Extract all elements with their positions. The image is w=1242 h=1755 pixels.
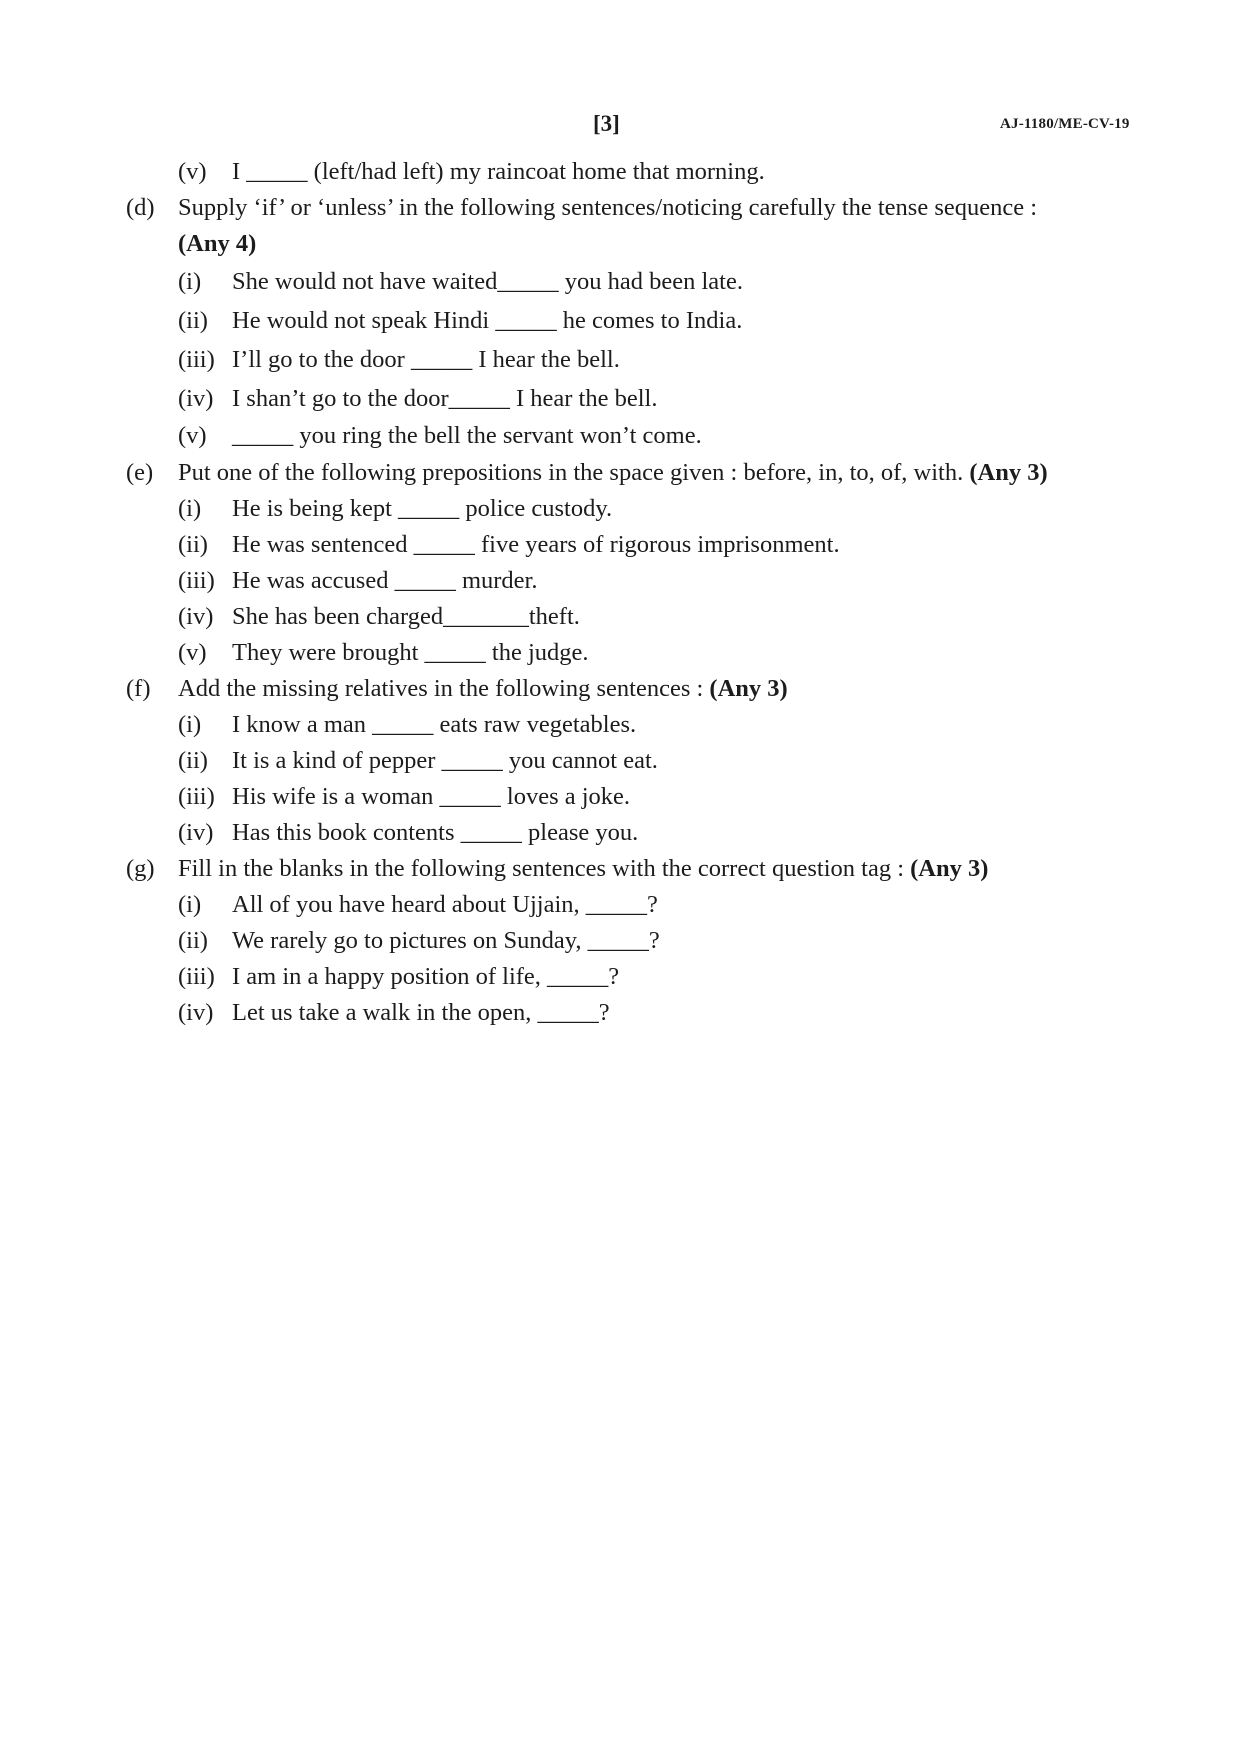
item-label: (iii) <box>178 346 215 373</box>
section-label-g: (g) <box>126 855 155 882</box>
item-label: (i) <box>178 711 202 738</box>
section-instruction-e <box>178 461 1048 486</box>
item-label: (ii) <box>178 747 208 774</box>
item-text: Has this book contents _____ please you. <box>232 819 639 846</box>
item-text: I shan’t go to the door_____ I hear the bell. <box>232 385 658 412</box>
item-label: (v) <box>178 158 207 185</box>
item-text: I _____ (left/had left) my raincoat home that morning. <box>232 158 765 185</box>
instruction-text: Add the missing relatives in the following sentences : <box>178 675 704 702</box>
item-label: (iv) <box>178 385 214 412</box>
item-text: He was accused _____ murder. <box>232 567 538 594</box>
page-number: [3] <box>593 111 620 136</box>
item-text: I know a man _____ eats raw vegetables. <box>232 711 637 738</box>
section-any-d: (Any 4) <box>178 230 257 257</box>
item-label: (iv) <box>178 999 214 1026</box>
item-text: We rarely go to pictures on Sunday, _____? <box>232 927 660 954</box>
item-label: (iii) <box>178 963 215 990</box>
item-label: (ii) <box>178 927 208 954</box>
item-label: (iv) <box>178 603 214 630</box>
item-label: (iii) <box>178 567 215 594</box>
section-instruction-f <box>178 677 788 702</box>
item-text: He was sentenced _____ five years of rigorous imprisonment. <box>232 531 840 558</box>
item-text: I am in a happy position of life, _____? <box>232 963 620 990</box>
item-text: It is a kind of pepper _____ you cannot eat. <box>232 747 658 774</box>
any-count: (Any 3) <box>709 675 788 702</box>
item-label: (ii) <box>178 531 208 558</box>
item-label: (v) <box>178 422 207 449</box>
instruction-text: Fill in the blanks in the following sentences with the correct question tag : <box>178 855 905 882</box>
section-label-e: (e) <box>126 459 154 486</box>
item-text: Let us take a walk in the open, _____? <box>232 999 610 1026</box>
item-text: His wife is a woman _____ loves a joke. <box>232 783 631 810</box>
item-text: They were brought _____ the judge. <box>232 639 589 666</box>
section-instruction-g <box>178 857 988 882</box>
item-label: (iii) <box>178 783 215 810</box>
instruction-text: Put one of the following prepositions in the space given : before, in, to, of, with. <box>178 459 964 486</box>
any-count: (Any 3) <box>910 855 989 882</box>
item-label: (v) <box>178 639 207 666</box>
item-label: (ii) <box>178 307 208 334</box>
item-text: All of you have heard about Ujjain, _____? <box>232 891 658 918</box>
item-text: He would not speak Hindi _____ he comes to India. <box>232 307 743 334</box>
item-label: (i) <box>178 891 202 918</box>
item-text: I’ll go to the door _____ I hear the bell. <box>232 346 620 373</box>
section-instruction-d: Supply ‘if’ or ‘unless’ in the following sentences/noticing carefully the tense sequence : <box>178 194 1038 221</box>
item-label: (i) <box>178 495 202 522</box>
any-count: (Any 3) <box>969 459 1048 486</box>
item-text: _____ you ring the bell the servant won’t come. <box>232 422 702 449</box>
item-label: (i) <box>178 268 202 295</box>
paper-code: AJ-1180/ME-CV-19 <box>1000 116 1130 132</box>
item-label: (iv) <box>178 819 214 846</box>
item-text: She would not have waited_____ you had been late. <box>232 268 743 295</box>
section-label-d: (d) <box>126 194 155 221</box>
item-text: He is being kept _____ police custody. <box>232 495 613 522</box>
item-text: She has been charged_______theft. <box>232 603 580 630</box>
section-label-f: (f) <box>126 675 151 702</box>
